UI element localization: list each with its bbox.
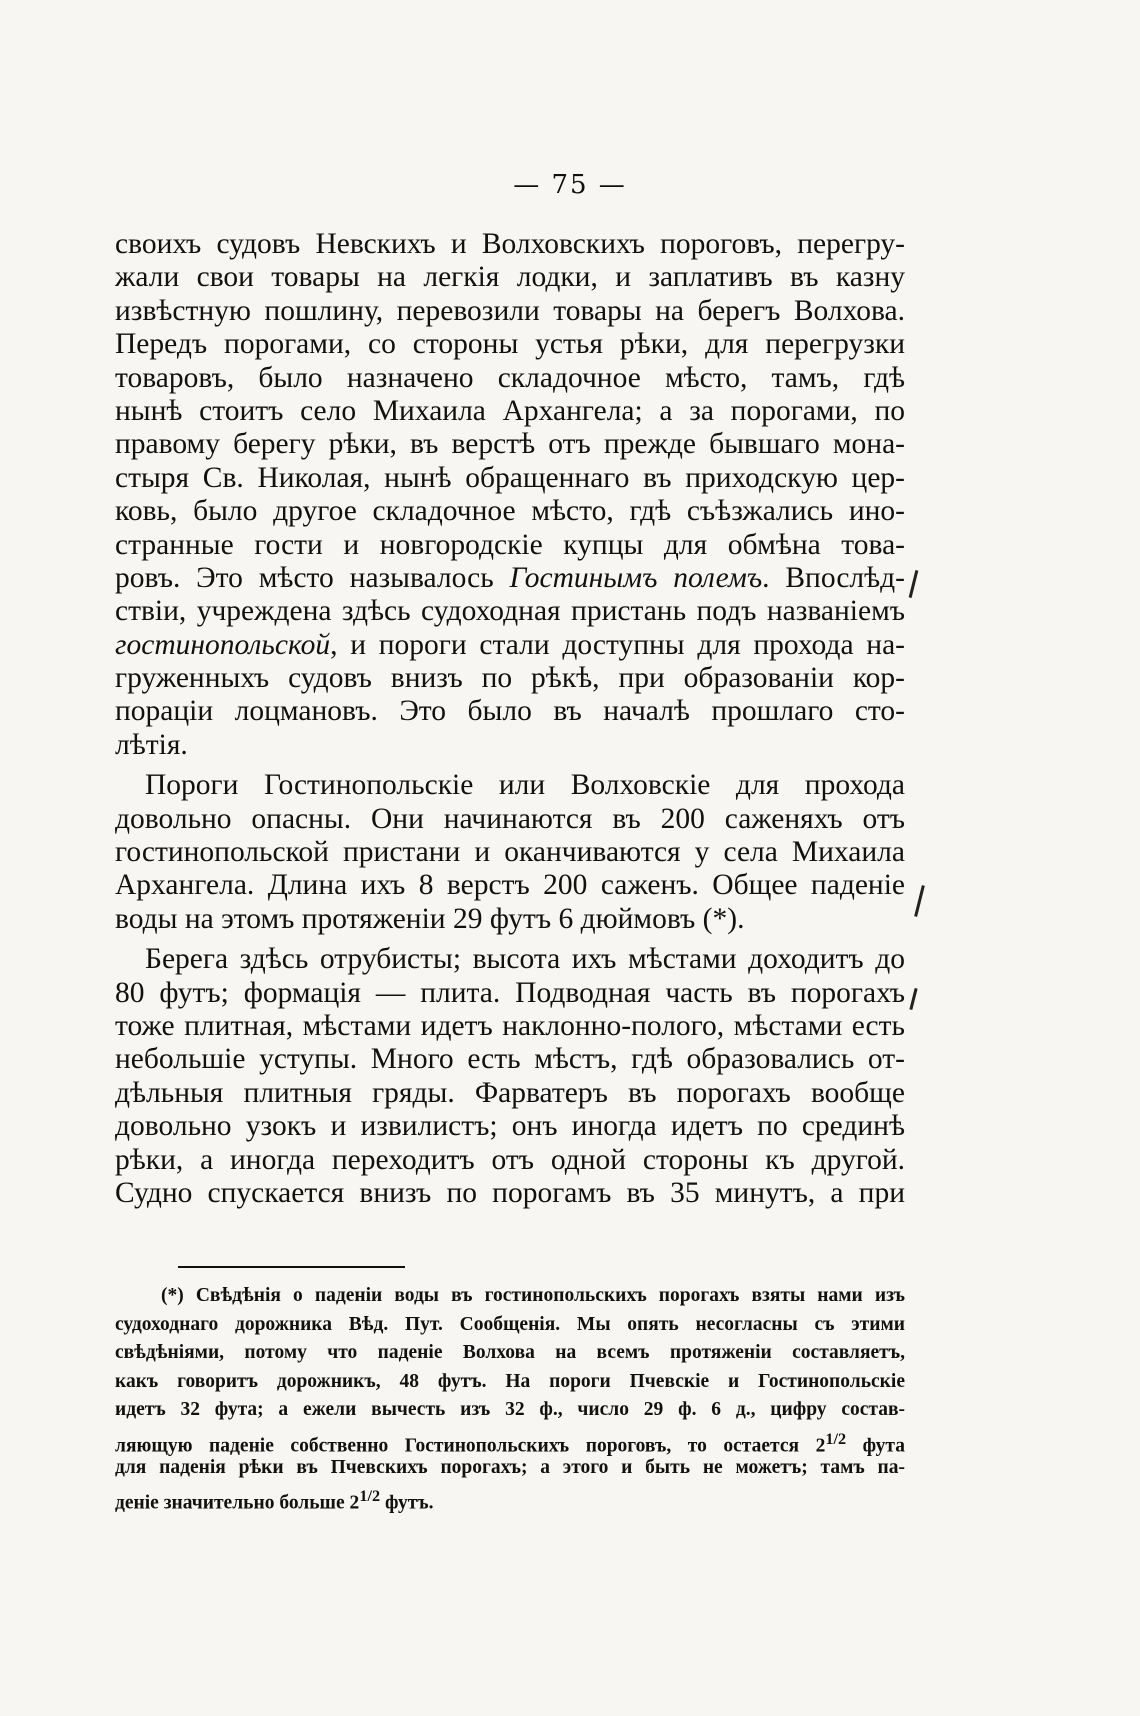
- footnote: [115, 1282, 906, 1514]
- footnote-line: идетъ 32 фута; а ежели вычесть изъ 32 ф., число 29 ф. 6 д., цифру состав-: [115, 1399, 905, 1421]
- fraction: 1/2: [825, 1429, 847, 1448]
- text-line: довольно опасны. Они начинаются въ 200 саженяхъ отъ: [115, 802, 905, 835]
- fraction: 1/2: [359, 1487, 381, 1506]
- text-line: лѣтія.: [115, 728, 188, 761]
- main-text: [115, 228, 905, 1210]
- text-line: [115, 562, 905, 595]
- footnote-line: [115, 1425, 906, 1457]
- footnote-line: (*) Свѣдѣнія о паденіи воды въ гостинопольскихъ порогахъ взяты нами изъ: [161, 1285, 905, 1306]
- text-line: странные гости и новгородскіе купцы для обмѣна това-: [115, 528, 905, 561]
- text-line: тоже плитная, мѣстами идетъ наклонно-полого, мѣстами есть: [115, 1009, 905, 1042]
- text-line: воды на этомъ протяженіи 29 футъ 6 дюймовъ (*).: [115, 902, 745, 935]
- text-line: ствіи, учреждена здѣсь судоходная пристань подъ названіемъ: [115, 595, 905, 628]
- footnote-line: свѣдѣніями, потому что паденіе Волхова на всемъ протяженіи составляетъ,: [115, 1342, 905, 1364]
- italic-term: гостинопольской: [115, 628, 331, 661]
- text-run: . Впослѣд-: [762, 561, 905, 594]
- text-line: извѣстную пошлину, перевозили товары на берегъ Волхова.: [115, 294, 905, 327]
- text-line: стыря Св. Николая, нынѣ обращеннаго въ приходскую цер-: [115, 461, 905, 494]
- text-line: Берега здѣсь отрубисты; высота ихъ мѣстами доходитъ до: [145, 943, 905, 976]
- footnote-line: судоходнаго дорожника Вѣд. Пут. Сообщенія. Мы опять несогласны съ этими: [115, 1313, 905, 1335]
- text-line: своихъ судовъ Невскихъ и Волховскихъ пороговъ, перегру-: [115, 228, 905, 260]
- footnote-line: какъ говоритъ дорожникъ, 48 футъ. На пороги Пчевскіе и Гостинопольскіе: [115, 1370, 905, 1392]
- text-line: ковь, было другое складочное мѣсто, гдѣ съѣзжались ино-: [115, 495, 905, 528]
- paragraph-3: [115, 943, 905, 1210]
- text-run: , и пороги стали доступны для прохода на-: [330, 628, 905, 661]
- footnote-divider: [178, 1266, 405, 1268]
- margin-pencil-mark: [909, 988, 917, 1010]
- text-line: нынѣ стоитъ село Михаила Архангела; а за порогами, по: [115, 394, 905, 427]
- text-line: рѣки, а иногда переходитъ отъ одной стороны къ другой.: [115, 1143, 905, 1176]
- text-line: Архангела. Длина ихъ 8 верстъ 200 саженъ. Общее паденіе: [115, 869, 905, 902]
- text-line: [115, 629, 905, 662]
- text-run: деніе значительно больше 2: [115, 1492, 360, 1514]
- text-line: жали свои товары на легкія лодки, и заплативъ въ казну: [115, 261, 905, 294]
- text-line: Пороги Гостинопольскіе или Волховскіе для прохода: [145, 769, 905, 802]
- text-line: груженныхъ судовъ внизъ по рѣкѣ, при образованіи кор-: [115, 662, 905, 695]
- text-run: футъ.: [380, 1492, 434, 1514]
- paragraph-2: [115, 769, 905, 936]
- text-line: небольшіе уступы. Много есть мѣстъ, гдѣ образовались от-: [115, 1043, 905, 1076]
- text-line: дѣльныя плитныя гряды. Фарватеръ въ порогахъ вообще: [115, 1076, 905, 1109]
- text-line: 80 футъ; формація — плита. Подводная часть въ порогахъ: [115, 976, 905, 1009]
- italic-place-name: Гостинымъ полемъ: [509, 561, 763, 594]
- text-run: ровъ. Это мѣсто называлось: [115, 561, 510, 594]
- footnote-line: для паденія рѣки въ Пчевскихъ порогахъ; а этого и быть не можетъ; тамъ па-: [115, 1456, 905, 1478]
- margin-pencil-mark: [909, 570, 919, 598]
- text-line: гостинопольской пристани и оканчиваются у села Михаила: [115, 836, 905, 869]
- footnote-line: [115, 1482, 905, 1514]
- page-number: — 75 —: [513, 170, 627, 200]
- text-line: товаровъ, было назначено складочное мѣсто, тамъ, гдѣ: [115, 361, 905, 394]
- margin-pencil-mark: [914, 885, 925, 917]
- text-run: ляющую паденіе собственно Гостинопольскихъ пороговъ, то остается 2: [115, 1435, 826, 1457]
- text-line: Передъ порогами, со стороны устья рѣки, для перегрузки: [115, 328, 905, 361]
- text-line: довольно узокъ и извилистъ; онъ иногда идетъ по срединѣ: [115, 1110, 905, 1143]
- text-line: Судно спускается внизъ по порогамъ въ 35 минутъ, а при: [115, 1176, 905, 1209]
- text-line: пораціи лоцмановъ. Это было въ началѣ прошлаго сто-: [115, 695, 905, 728]
- text-run: фута: [846, 1435, 906, 1457]
- text-line: правому берегу рѣки, въ верстѣ отъ прежде бывшаго мона-: [115, 428, 905, 461]
- paragraph-1: [115, 228, 905, 762]
